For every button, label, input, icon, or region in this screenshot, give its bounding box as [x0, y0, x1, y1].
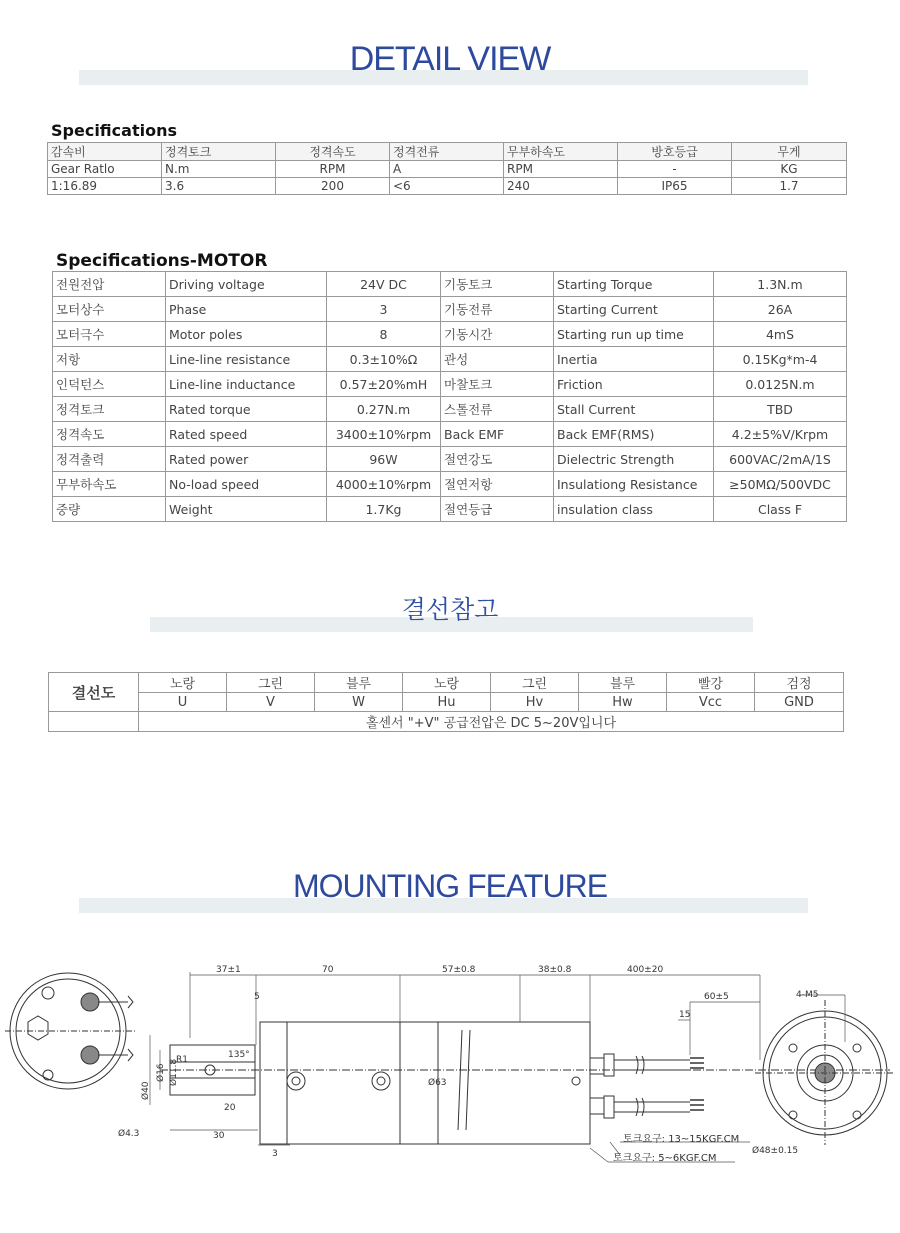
specs-cell: 1:16.89	[48, 178, 162, 195]
motor-spec-row	[53, 397, 847, 422]
motor-kr-label-2: 절연강도	[441, 447, 554, 472]
motor-kr-label: 정격토크	[53, 397, 166, 422]
motor-en-label: Line-line inductance	[166, 372, 327, 397]
dim-r1: R1	[176, 1055, 188, 1065]
torque-note-2: 토크요구: 5~6KGF.CM	[613, 1153, 717, 1164]
wiring-signal-cell: Vcc	[667, 693, 755, 712]
motor-en-label-2: insulation class	[554, 497, 714, 522]
mounting-drawing	[0, 950, 900, 1180]
motor-value-2: 0.15Kg*m-4	[714, 347, 847, 372]
mounting-title: MOUNTING FEATURE	[292, 868, 608, 904]
specs-cell: 무게	[732, 143, 847, 161]
motor-value: 24V DC	[327, 272, 441, 297]
motor-kr-label-2: 마찰토크	[441, 372, 554, 397]
dim-37: 37±1	[216, 965, 241, 975]
motor-kr-label-2: 스톨전류	[441, 397, 554, 422]
motor-spec-row	[53, 472, 847, 497]
wiring-color-cell: 검정	[755, 673, 844, 693]
wiring-signal-cell: Hu	[403, 693, 491, 712]
wiring-color-cell: 그린	[491, 673, 579, 693]
wiring-note-spacer	[49, 712, 139, 732]
dim-400: 400±20	[627, 965, 664, 975]
motor-spec-row	[53, 372, 847, 397]
specs-cell: IP65	[618, 178, 732, 195]
specs-cell: RPM	[276, 161, 390, 178]
dim-70: 70	[322, 965, 334, 975]
motor-value-2: TBD	[714, 397, 847, 422]
motor-value-2: 26A	[714, 297, 847, 322]
motor-spec-row	[53, 422, 847, 447]
motor-value-2: 4mS	[714, 322, 847, 347]
motor-en-label: Driving voltage	[166, 272, 327, 297]
specs-values-row	[48, 178, 847, 195]
specs-cell: 정격전류	[390, 143, 504, 161]
wiring-note: 홀센서 "+V" 공급전압은 DC 5~20V입니다	[139, 712, 844, 732]
right-end-view	[755, 1000, 895, 1145]
cables	[590, 1054, 704, 1118]
dim-20: 20	[224, 1103, 236, 1113]
motor-en-label-2: Starting run up time	[554, 322, 714, 347]
wiring-signal-cell: U	[139, 693, 227, 712]
motor-en-label-2: Stall Current	[554, 397, 714, 422]
wiring-signal-cell: Hw	[579, 693, 667, 712]
motor-value: 0.27N.m	[327, 397, 441, 422]
motor-spec-row	[53, 322, 847, 347]
specs-cell: 방호등급	[618, 143, 732, 161]
motor-kr-label: 무부하속도	[53, 472, 166, 497]
dim-phi43: Ø4.3	[118, 1129, 140, 1139]
motor-body	[260, 1022, 590, 1144]
specs-title: Specifications	[51, 121, 177, 140]
motor-value: 1.7Kg	[327, 497, 441, 522]
motor-value: 3	[327, 297, 441, 322]
motor-kr-label-2: 절연등급	[441, 497, 554, 522]
specs-header-row	[48, 143, 847, 161]
wiring-color-cell: 빨강	[667, 673, 755, 693]
wiring-signal-cell: Hv	[491, 693, 579, 712]
motor-en-label-2: Back EMF(RMS)	[554, 422, 714, 447]
torque-note-1: 토크요구: 13~15KGF.CM	[623, 1134, 740, 1145]
wiring-signal-cell: W	[315, 693, 403, 712]
specs-units-row	[48, 161, 847, 178]
motor-en-label: Rated torque	[166, 397, 327, 422]
motor-en-label-2: Starting Torque	[554, 272, 714, 297]
motor-en-label-2: Dielectric Strength	[554, 447, 714, 472]
motor-en-label: No-load speed	[166, 472, 327, 497]
dim-57: 57±0.8	[442, 965, 476, 975]
motor-spec-row	[53, 447, 847, 472]
wiring-signal-cell: GND	[755, 693, 844, 712]
motor-en-label-2: Friction	[554, 372, 714, 397]
specs-cell: KG	[732, 161, 847, 178]
motor-spec-row	[53, 347, 847, 372]
left-end-view	[5, 973, 135, 1089]
dim-15: 15	[679, 1010, 691, 1020]
wiring-color-cell: 블루	[315, 673, 403, 693]
specs-cell: 감속비	[48, 143, 162, 161]
dim-135: 135°	[228, 1050, 250, 1060]
specs-cell: Gear Ratlo	[48, 161, 162, 178]
dim-30: 30	[213, 1131, 225, 1141]
motor-kr-label: 모터상수	[53, 297, 166, 322]
specs-cell: 1.7	[732, 178, 847, 195]
motor-kr-label: 정격출력	[53, 447, 166, 472]
motor-spec-row	[53, 272, 847, 297]
motor-en-label-2: Inertia	[554, 347, 714, 372]
motor-kr-label: 중량	[53, 497, 166, 522]
motor-kr-label: 모터극수	[53, 322, 166, 347]
dim-phi63: Ø63	[428, 1078, 447, 1088]
motor-kr-label-2: 관성	[441, 347, 554, 372]
motor-en-label: Phase	[166, 297, 327, 322]
dim-3: 3	[272, 1149, 278, 1159]
wiring-note-row	[49, 712, 844, 732]
motor-spec-row	[53, 297, 847, 322]
motor-en-label: Rated speed	[166, 422, 327, 447]
motor-kr-label-2: 기동시간	[441, 322, 554, 347]
wiring-row-label: 결선도	[49, 673, 139, 712]
motor-en-label-2: Starting Current	[554, 297, 714, 322]
motor-spec-row	[53, 497, 847, 522]
motor-value-2: 1.3N.m	[714, 272, 847, 297]
specs-cell: RPM	[504, 161, 618, 178]
motor-specs-title: Specifications-MOTOR	[56, 251, 268, 271]
specs-cell: -	[618, 161, 732, 178]
specs-cell: 무부하속도	[504, 143, 618, 161]
motor-kr-label-2: 절연저항	[441, 472, 554, 497]
dim-phi48: Ø48±0.15	[752, 1146, 799, 1156]
dim-38: 38±0.8	[538, 965, 572, 975]
wiring-signal-cell: V	[227, 693, 315, 712]
specs-cell: 정격속도	[276, 143, 390, 161]
motor-en-label: Motor poles	[166, 322, 327, 347]
motor-kr-label: 저항	[53, 347, 166, 372]
dim-5: 5	[254, 992, 260, 1002]
specs-cell: N.m	[162, 161, 276, 178]
motor-kr-label-2: 기동전류	[441, 297, 554, 322]
motor-value-2: Class F	[714, 497, 847, 522]
motor-value-2: 4.2±5%V/Krpm	[714, 422, 847, 447]
wiring-color-cell: 노랑	[139, 673, 227, 693]
motor-en-label: Line-line resistance	[166, 347, 327, 372]
motor-kr-label: 정격속도	[53, 422, 166, 447]
specs-cell: 200	[276, 178, 390, 195]
motor-en-label-2: Insulationg Resistance	[554, 472, 714, 497]
motor-value-2: 600VAC/2mA/1S	[714, 447, 847, 472]
wiring-title: 결선참고	[401, 596, 499, 624]
wiring-table	[48, 672, 844, 732]
specs-cell: 3.6	[162, 178, 276, 195]
specs-cell: 정격토크	[162, 143, 276, 161]
specs-cell: <6	[390, 178, 504, 195]
motor-value: 3400±10%rpm	[327, 422, 441, 447]
motor-kr-label: 전원전압	[53, 272, 166, 297]
wiring-color-cell: 노랑	[403, 673, 491, 693]
specs-cell: A	[390, 161, 504, 178]
motor-specs-table	[52, 271, 847, 522]
wiring-color-cell: 블루	[579, 673, 667, 693]
motor-value: 96W	[327, 447, 441, 472]
motor-value: 8	[327, 322, 441, 347]
specs-cell: 240	[504, 178, 618, 195]
specs-table	[47, 142, 847, 195]
wiring-color-cell: 그린	[227, 673, 315, 693]
wiring-signal-row	[49, 693, 844, 712]
motor-value: 0.57±20%mH	[327, 372, 441, 397]
dim-phi40: Ø40	[141, 1081, 151, 1100]
motor-value: 0.3±10%Ω	[327, 347, 441, 372]
dim-m5: 4-M5	[796, 990, 819, 1000]
motor-en-label: Rated power	[166, 447, 327, 472]
motor-kr-label-2: Back EMF	[441, 422, 554, 447]
motor-value-2: ≥50MΩ/500VDC	[714, 472, 847, 497]
motor-value: 4000±10%rpm	[327, 472, 441, 497]
motor-value-2: 0.0125N.m	[714, 372, 847, 397]
motor-kr-label-2: 기동토크	[441, 272, 554, 297]
motor-en-label: Weight	[166, 497, 327, 522]
detail-view-title: DETAIL VIEW	[349, 40, 551, 78]
shaft	[160, 1045, 890, 1095]
wiring-color-row	[49, 673, 844, 693]
motor-kr-label: 인덕턴스	[53, 372, 166, 397]
dim-phi16: Ø16	[156, 1063, 166, 1082]
dim-phi11: Ø11.8	[169, 1058, 179, 1086]
dim-60: 60±5	[704, 992, 729, 1002]
